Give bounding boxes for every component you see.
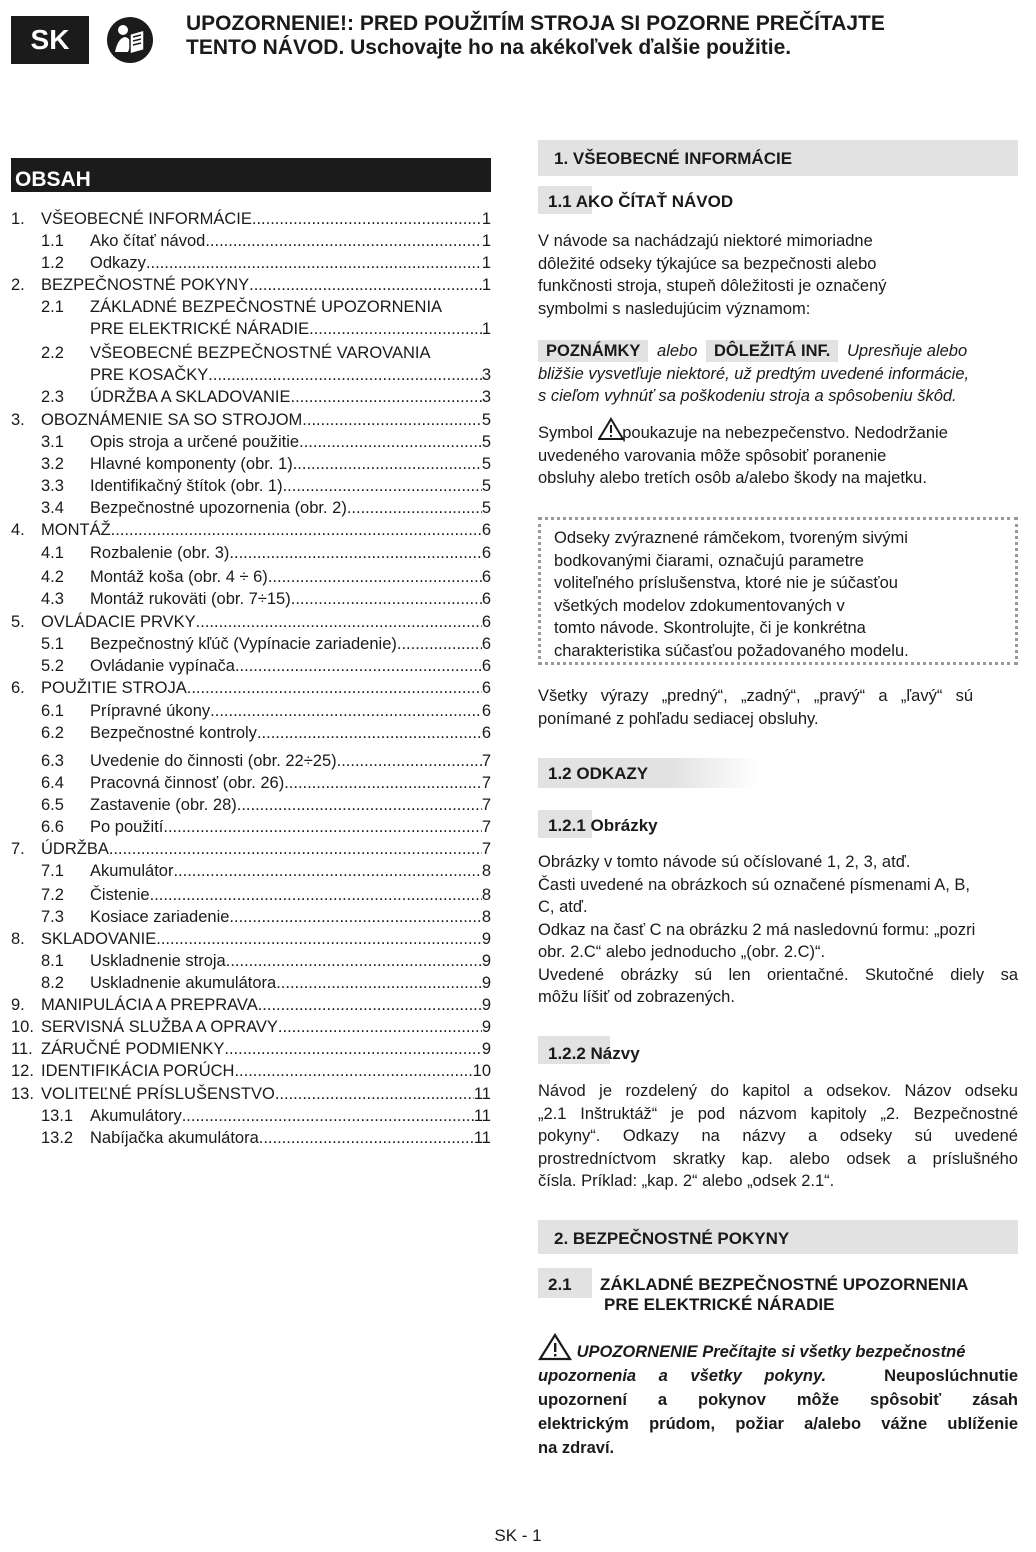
toc-item[interactable] — [11, 497, 491, 519]
toc-item-label: MANIPULÁCIA A PREPRAVA — [41, 996, 258, 1014]
toc-item[interactable] — [11, 1105, 491, 1127]
toc-item-page: 3 — [481, 366, 491, 384]
toc-item[interactable] — [11, 1060, 491, 1082]
toc-item[interactable] — [11, 1083, 491, 1105]
toc-item[interactable] — [11, 1127, 491, 1149]
text-line: tomto návode. Skontrolujte, či je konkrétna — [554, 619, 866, 637]
toc-item[interactable] — [11, 453, 491, 475]
toc-dot-leader — [111, 519, 482, 541]
toc-dot-leader — [259, 1127, 474, 1149]
toc-item-page: 5 — [481, 455, 491, 473]
toc-item-label: Po použití — [90, 818, 164, 836]
toc-item[interactable] — [11, 431, 491, 453]
text-line: C, atď. — [538, 898, 588, 916]
header-warning — [186, 12, 1006, 60]
toc-dot-leader — [208, 364, 482, 386]
text-line: Odseky zvýraznené rámčekom, tvoreným sivými — [554, 529, 908, 547]
toc-item-page: 9 — [481, 952, 491, 970]
toc-item-label: Ako čítať návod — [90, 232, 206, 250]
toc-dot-leader — [226, 950, 482, 972]
toc-item[interactable] — [11, 972, 491, 994]
toc-dot-leader — [299, 431, 482, 453]
toc-dot-leader — [235, 655, 482, 677]
toc-item[interactable] — [11, 1016, 491, 1038]
toc-item-page: 7 — [481, 818, 491, 836]
names-paragraph — [538, 1080, 1018, 1193]
toc-item-label: Bezpečnostné kontroly — [90, 724, 257, 742]
read-manual-icon — [106, 16, 154, 64]
text-line: ponímané z pohľadu sediacej obsluhy. — [538, 709, 819, 728]
toc-item-page: 9 — [481, 1018, 491, 1036]
toc-item-page: 10 — [472, 1062, 491, 1080]
toc-dot-leader — [150, 884, 482, 906]
heading-line: PRE ELEKTRICKÉ NÁRADIE — [604, 1295, 835, 1314]
symbol-text: poukazuje na nebezpečenstvo. Nedodržanie — [622, 424, 948, 442]
heading-line: ZÁKLADNÉ BEZPEČNOSTNÉ UPOZORNENIA — [600, 1275, 969, 1294]
toc-item-label: Akumulátory — [90, 1107, 182, 1125]
text-line: voliteľného príslušenstva, ktoré nie je súčasťou — [554, 574, 898, 592]
toc-item-label: Bezpečnostné upozornenia (obr. 2). — [90, 499, 352, 517]
toc-item-page: 5 — [481, 499, 491, 517]
header-line-2: TENTO NÁVOD. Uschovajte ho na akékoľvek ďalšie použitie. — [186, 36, 792, 59]
toc-item[interactable] — [11, 475, 491, 497]
toc-item[interactable] — [11, 677, 491, 699]
toc-item-number: 8.2 — [41, 974, 64, 992]
header-line-1: UPOZORNENIE!: PRED POUŽITÍM STROJA SI POZORNE PREČÍTAJTE — [186, 12, 885, 35]
toc-dot-leader — [284, 772, 482, 794]
toc-dot-leader — [229, 906, 481, 928]
toc-item-number: 1. — [11, 210, 25, 228]
section-1-heading: 1. VŠEOBECNÉ INFORMÁCIE — [538, 140, 1018, 176]
toc-item-label: ZÁKLADNÉ BEZPEČNOSTNÉ UPOZORNENIA — [90, 298, 443, 316]
toc-item-page: 5 — [481, 477, 491, 495]
toc-item[interactable] — [11, 633, 491, 655]
text-line: na zdraví. — [538, 1439, 615, 1457]
toc-item-label: Bezpečnostný kľúč (Vypínacie zariadenie) — [90, 635, 397, 653]
section-2-heading: 2. BEZPEČNOSTNÉ POKYNY — [538, 1220, 1018, 1254]
text-line: obr. 2.C“ alebo jednoducho „(obr. 2.C)“. — [538, 943, 826, 961]
warning-text: Neuposlúchnutie — [884, 1367, 1018, 1385]
toc-item-page: 7 — [481, 752, 491, 770]
toc-item-number: 13.1 — [41, 1107, 74, 1125]
toc-item-label: Pracovná činnosť (obr. 26) — [90, 774, 285, 792]
toc-dot-leader — [293, 453, 482, 475]
toc-dot-leader — [283, 475, 482, 497]
text-line: uvedeného varovania môže spôsobiť poranenie — [538, 446, 887, 465]
toc-item-number: 1.2 — [41, 254, 64, 272]
figures-paragraph — [538, 851, 1018, 1009]
warning-text: UPOZORNENIE Prečítajte si všetky bezpečnostné — [576, 1343, 966, 1361]
safety-warning — [538, 1333, 1026, 1460]
section-1-1-heading: 1.1 AKO ČÍTAŤ NÁVOD — [548, 192, 734, 211]
toc-dot-leader — [309, 318, 482, 340]
toc-item-label: Ovládanie vypínača — [90, 657, 235, 675]
toc-item[interactable] — [11, 655, 491, 677]
toc-item-number: 13.2 — [41, 1129, 74, 1147]
toc-item-label: VOLITEĽNÉ PRÍSLUŠENSTVO — [41, 1085, 275, 1103]
toc-item-number: 7. — [11, 840, 25, 858]
toc-item-page: 11 — [473, 1085, 491, 1103]
toc-item-label: VŠEOBECNÉ INFORMÁCIE — [41, 210, 252, 228]
section-1-2-heading: 1.2 ODKAZY — [548, 764, 649, 783]
toc-item[interactable] — [11, 722, 491, 744]
toc-item-label: Odkazy — [90, 254, 146, 272]
toc-dot-leader — [173, 860, 481, 882]
text-line: všetkých modelov zdokumentovaných v — [554, 596, 845, 615]
toc-item-label: Hlavné komponenty (obr. 1) — [90, 455, 293, 473]
toc-item-label: Montáž rukoväti (obr. 7÷15) — [90, 590, 291, 608]
toc-item-label: POUŽITIE STROJA — [41, 679, 187, 697]
toc-item-page: 6 — [481, 544, 491, 562]
toc-item-number: 2.1 — [41, 298, 64, 316]
toc-item-page: 11 — [473, 1107, 491, 1125]
optional-box-text — [554, 527, 1014, 662]
important-label: DÔLEŽITÁ INF. — [706, 340, 838, 362]
warning-triangle-icon — [598, 417, 624, 441]
toc-dot-leader — [291, 588, 482, 610]
text-line: Všetky výrazy „predný“, „zadný“, „pravý“ a „ľavý“ sú — [538, 687, 973, 705]
toc-dot-leader — [229, 542, 481, 564]
toc-item-page: 6 — [481, 702, 491, 720]
text-line: dôležité odseky týkajúce sa bezpečnosti alebo — [538, 254, 877, 273]
toc-title: OBSAH — [11, 158, 491, 192]
toc-item-page: 8 — [481, 886, 491, 904]
toc-item[interactable] — [11, 611, 491, 633]
toc-item-page: 6 — [481, 657, 491, 675]
toc-item-label: SKLADOVANIE — [41, 930, 157, 948]
toc-item-label: Čistenie — [90, 886, 150, 904]
toc-item-label: Nabíjačka akumulátora — [90, 1129, 259, 1147]
text-line: s cieľom vyhnúť sa poškodeniu stroja a spôsobeniu škôd. — [538, 387, 957, 405]
toc-item-page: 7 — [481, 840, 491, 858]
toc-item[interactable] — [11, 542, 491, 564]
toc-dot-leader — [205, 230, 481, 252]
toc-dot-leader — [156, 928, 482, 950]
toc-item-number: 6.2 — [41, 724, 64, 742]
toc-item[interactable] — [11, 566, 491, 588]
toc-item-page: 6 — [481, 568, 491, 586]
toc-item-label: ÚDRŽBA A SKLADOVANIE — [90, 388, 291, 406]
toc-dot-leader — [268, 566, 482, 588]
toc-item[interactable] — [11, 252, 491, 274]
toc-item-label: OVLÁDACIE PRVKY — [41, 613, 196, 631]
toc-item-number: 3.2 — [41, 455, 64, 473]
toc-dot-leader — [252, 208, 482, 230]
toc-item[interactable] — [11, 750, 491, 772]
text-line: upozornení a pokynov môže spôsobiť zásah — [538, 1391, 1018, 1409]
text-line: čísla. Príklad: „kap. 2“ alebo „odsek 2.1“. — [538, 1172, 835, 1190]
toc-item-page: 5 — [481, 411, 491, 429]
notes-paragraph — [538, 340, 1028, 408]
toc-item-page: 5 — [481, 433, 491, 451]
toc-item-page: 9 — [481, 974, 491, 992]
toc-item[interactable] — [11, 519, 491, 541]
toc-item-number: 2. — [11, 276, 25, 294]
toc-item-page: 6 — [481, 521, 491, 539]
toc-item[interactable] — [11, 588, 491, 610]
toc-item-number: 3.1 — [41, 433, 64, 451]
toc-dot-leader — [237, 794, 482, 816]
toc-item-number: 8. — [11, 930, 25, 948]
toc-item-page: 9 — [481, 930, 491, 948]
toc-item-number: 5. — [11, 613, 25, 631]
toc-item-page: 6 — [481, 613, 491, 631]
toc-item-label: Kosiace zariadenie — [90, 908, 230, 926]
toc-item-number: 5.2 — [41, 657, 64, 675]
toc-item-number: 8.1 — [41, 952, 64, 970]
toc-item-number: 5.1 — [41, 635, 64, 653]
toc-dot-leader — [275, 1083, 474, 1105]
toc-item-page: 1 — [481, 210, 491, 228]
symbol-paragraph — [538, 417, 1018, 490]
section-2-1-heading — [600, 1275, 968, 1315]
toc-item-label: BEZPEČNOSTNÉ POKYNY — [41, 276, 250, 294]
toc-item-number: 6.6 — [41, 818, 64, 836]
toc-item-label: Montáž koša (obr. 4 ÷ 6) — [90, 568, 268, 586]
note-text: Upresňuje alebo — [847, 342, 968, 360]
toc-item-number: 6. — [11, 679, 25, 697]
toc-item-label: MONTÁŽ — [41, 521, 111, 539]
toc-item-label: ÚDRŽBA — [41, 840, 109, 858]
toc-dot-leader — [278, 1016, 482, 1038]
toc-item-number: 9. — [11, 996, 25, 1014]
toc-dot-leader — [210, 700, 482, 722]
toc-item[interactable] — [11, 838, 491, 860]
toc-item-label: Rozbalenie (obr. 3) — [90, 544, 230, 562]
text-line: Návod je rozdelený do kapitol a odsekov. Názov odseku — [538, 1082, 1018, 1100]
directions-paragraph — [538, 685, 973, 730]
symbol-word: Symbol — [538, 424, 594, 442]
toc-item-number: 6.5 — [41, 796, 64, 814]
toc-item-number: 1.1 — [41, 232, 64, 250]
toc-item[interactable] — [11, 1038, 491, 1060]
language-badge: SK — [11, 16, 89, 64]
toc-item-number: 4.3 — [41, 590, 64, 608]
toc-dot-leader — [302, 409, 482, 431]
toc-dot-leader — [397, 633, 482, 655]
toc-dot-leader — [163, 816, 481, 838]
toc-item-number: 7.2 — [41, 886, 64, 904]
text-line: symbolmi s nasledujúcim významom: — [538, 299, 811, 318]
toc-item[interactable] — [11, 794, 491, 816]
warning-triangle-icon — [538, 1333, 572, 1361]
toc-item-label: Akumulátor — [90, 862, 174, 880]
text-line: prostredníctvom skratky kap. alebo odsek a príslušného — [538, 1149, 1018, 1168]
toc-dot-leader — [196, 611, 482, 633]
toc-item-label: PRE KOSAČKY — [90, 366, 209, 384]
text-line: elektrickým prúdom, požiar a/alebo vážne ublíženie — [538, 1415, 1018, 1433]
toc-dot-leader — [182, 1105, 474, 1127]
toc-item-number: 3.4 — [41, 499, 64, 517]
toc-item[interactable] — [11, 884, 491, 906]
toc-dot-leader — [146, 252, 482, 274]
toc-dot-leader — [291, 386, 482, 408]
text-line: môžu líšiť od zobrazených. — [538, 988, 735, 1006]
intro-paragraph — [538, 230, 1018, 320]
alebo-word: alebo — [657, 342, 698, 360]
toc-item-number: 3. — [11, 411, 25, 429]
toc-item-page: 6 — [481, 724, 491, 742]
text-line: Obrázky v tomto návode sú očíslované 1, 2, 3, atď. — [538, 853, 911, 871]
toc-item-number: 2.3 — [41, 388, 64, 406]
toc-item-number: 6.1 — [41, 702, 64, 720]
toc-item[interactable] — [11, 928, 491, 950]
toc-item[interactable] — [11, 230, 491, 252]
toc-dot-leader — [249, 274, 482, 296]
toc-item-page: 6 — [481, 679, 491, 697]
text-line: bodkovanými čiarami, označujú parametre — [554, 551, 864, 570]
toc-item[interactable] — [11, 208, 491, 230]
text-line: charakteristika súčasťou požadovaného modelu. — [554, 641, 909, 660]
toc-item-label: Zastavenie (obr. 28) — [90, 796, 237, 814]
toc-item-number: 4. — [11, 521, 25, 539]
toc-item[interactable] — [11, 364, 491, 386]
toc-dot-leader — [234, 1060, 472, 1082]
toc-item-page: 8 — [481, 862, 491, 880]
toc-item[interactable] — [11, 772, 491, 794]
toc-dot-leader — [257, 722, 482, 744]
toc-item[interactable] — [11, 342, 491, 364]
toc-item-number: 3.3 — [41, 477, 64, 495]
toc-item-label: Uvedenie do činnosti (obr. 22÷25) — [90, 752, 337, 770]
toc-item-label: Uskladnenie akumulátora — [90, 974, 277, 992]
toc-item[interactable] — [11, 906, 491, 928]
toc-item-number: 11. — [11, 1040, 33, 1058]
toc-item-number: 6.3 — [41, 752, 64, 770]
toc-item-number: 7.1 — [41, 862, 64, 880]
toc-item[interactable] — [11, 409, 491, 431]
section-2-1-number: 2.1 — [548, 1275, 572, 1294]
toc-item[interactable] — [11, 816, 491, 838]
toc-item-label: Opis stroja a určené použitie — [90, 433, 300, 451]
text-line: pokyny“. Odkazy na názvy a odseky sú uvedené — [538, 1127, 1018, 1145]
text-line: Uvedené obrázky sú len orientačné. Skutočné diely sa — [538, 965, 1018, 984]
page-number: SK - 1 — [494, 1526, 542, 1545]
toc-item-label: OBOZNÁMENIE SA SO STROJOM — [41, 411, 303, 429]
toc-item-page: 8 — [481, 908, 491, 926]
toc-item-label: VŠEOBECNÉ BEZPEČNOSTNÉ VAROVANIA — [90, 344, 431, 362]
toc-dot-leader — [187, 677, 482, 699]
toc-item-number: 4.1 — [41, 544, 64, 562]
section-1-2-1-heading: 1.2.1 Obrázky — [548, 816, 658, 835]
toc-dot-leader — [109, 838, 482, 860]
warning-text: upozornenia a všetky pokyny. — [538, 1367, 827, 1385]
note-label: POZNÁMKY — [538, 340, 648, 362]
toc-item-number: 2.2 — [41, 344, 64, 362]
toc-item[interactable] — [11, 994, 491, 1016]
text-line: obsluhy alebo tretích osôb a/alebo škody na majetku. — [538, 469, 927, 487]
toc-item-label: PRE ELEKTRICKÉ NÁRADIE — [90, 320, 310, 338]
toc-item-label: Prípravné úkony — [90, 702, 211, 720]
toc-item-number: 7.3 — [41, 908, 64, 926]
toc-item-page: 1 — [481, 232, 491, 250]
toc-item-number: 13. — [11, 1085, 34, 1103]
toc-item-page: 7 — [481, 796, 491, 814]
text-line: bližšie vysvetľuje niektoré, už predtým uvedené informácie, — [538, 364, 970, 383]
text-line: V návode sa nachádzajú niektoré mimoriadne — [538, 232, 873, 250]
toc-item-label: IDENTIFIKÁCIA PORÚCH — [41, 1062, 235, 1080]
toc-item[interactable] — [11, 318, 491, 340]
toc-item-number: 10. — [11, 1018, 34, 1036]
toc-item-page: 1 — [481, 320, 491, 338]
toc-item-page: 9 — [481, 996, 491, 1014]
toc-item-page: 9 — [481, 1040, 491, 1058]
toc-item-number: 6.4 — [41, 774, 64, 792]
text-line: funkčnosti stroja, stupeň dôležitosti je označený — [538, 277, 887, 295]
toc-item-page: 11 — [473, 1129, 491, 1147]
toc-item[interactable] — [11, 860, 491, 882]
toc-item-page: 7 — [481, 774, 491, 792]
toc-item-page: 6 — [481, 590, 491, 608]
toc-item-label: SERVISNÁ SLUŽBA A OPRAVY — [41, 1018, 278, 1036]
toc-item-label: Uskladnenie stroja — [90, 952, 226, 970]
toc-item[interactable] — [11, 386, 491, 408]
toc-item[interactable] — [11, 700, 491, 722]
toc-item-number: 12. — [11, 1062, 34, 1080]
toc-dot-leader — [276, 972, 482, 994]
toc-dot-leader — [351, 497, 481, 519]
toc-item-number: 4.2 — [41, 568, 64, 586]
text-line: Odkaz na časť C na obrázku 2 má nasledovnú formu: „pozri — [538, 920, 976, 939]
toc-item-page: 1 — [481, 276, 491, 294]
toc-item-label: Identifikačný štítok (obr. 1) — [90, 477, 283, 495]
text-line: „2.1 Inštruktáž“ je pod názvom kapitoly „2. Bezpečnostné — [538, 1104, 1018, 1123]
text-line: Časti uvedené na obrázkoch sú označené písmenami A, B, — [538, 875, 971, 894]
toc-item[interactable] — [11, 950, 491, 972]
toc-dot-leader — [224, 1038, 481, 1060]
section-1-2-2-heading: 1.2.2 Názvy — [548, 1044, 640, 1063]
toc-item-page: 1 — [481, 254, 491, 272]
toc-dot-leader — [337, 750, 482, 772]
toc-item-label: ZÁRUČNÉ PODMIENKY — [41, 1040, 225, 1058]
toc-item-page: 3 — [481, 388, 491, 406]
toc-dot-leader — [258, 994, 482, 1016]
toc-item[interactable] — [11, 296, 491, 318]
toc-item[interactable] — [11, 274, 491, 296]
toc-item-page: 6 — [481, 635, 491, 653]
